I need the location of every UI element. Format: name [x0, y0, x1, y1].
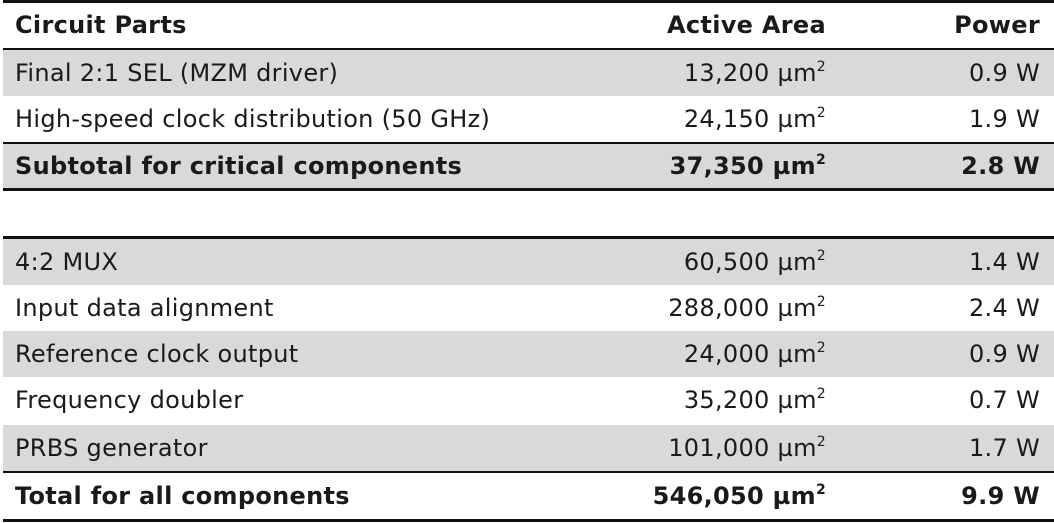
table-row: [3, 50, 1054, 96]
header-circuit-parts: Circuit Parts: [15, 11, 187, 39]
subtotal-bottom-rule: [3, 188, 1054, 191]
table-row: [3, 331, 1054, 377]
total-row: [3, 473, 1054, 519]
part-name: High-speed clock distribution (50 GHz): [15, 105, 491, 133]
table-row: [3, 285, 1054, 331]
table-row: [3, 96, 1054, 142]
active-area: 60,500 µm$^2$: [683, 248, 826, 276]
part-name: Input data alignment: [15, 294, 274, 322]
power-value: 1.9 W: [968, 105, 1040, 133]
subtotal-label: Subtotal for critical components: [15, 152, 463, 180]
active-area: 24,150 µm$^2$: [683, 105, 826, 133]
table-row: [3, 377, 1054, 423]
power-value: 1.7 W: [968, 434, 1040, 462]
power-value: 0.9 W: [968, 59, 1040, 87]
part-name: PRBS generator: [15, 434, 208, 462]
table-bottom-rule: [3, 519, 1054, 522]
power-value: 2.4 W: [968, 294, 1040, 322]
subtotal-row: [3, 144, 1054, 188]
part-name: Frequency doubler: [15, 386, 244, 414]
part-name: Final 2:1 SEL (MZM driver): [15, 59, 339, 87]
total-area: 546,050 µm$^2$: [652, 482, 826, 510]
subtotal-area: 37,350 µm$^2$: [669, 152, 826, 180]
active-area: 288,000 µm$^2$: [668, 294, 826, 322]
active-area: 13,200 µm$^2$: [683, 59, 826, 87]
table-row: [3, 239, 1054, 285]
active-area: 24,000 µm$^2$: [683, 340, 826, 368]
table-row: [3, 425, 1054, 471]
power-value: 0.7 W: [968, 386, 1040, 414]
active-area: 101,000 µm$^2$: [668, 434, 826, 462]
power-value: 1.4 W: [968, 248, 1040, 276]
active-area: 35,200 µm$^2$: [683, 386, 826, 414]
total-label: Total for all components: [15, 482, 350, 510]
part-name: Reference clock output: [15, 340, 299, 368]
subtotal-power: 2.8 W: [961, 152, 1040, 180]
total-power: 9.9 W: [961, 482, 1040, 510]
table-header-row: [3, 2, 1054, 48]
header-active-area: Active Area: [667, 11, 826, 39]
header-power: Power: [954, 11, 1040, 39]
part-name: 4:2 MUX: [15, 248, 119, 276]
power-value: 0.9 W: [968, 340, 1040, 368]
